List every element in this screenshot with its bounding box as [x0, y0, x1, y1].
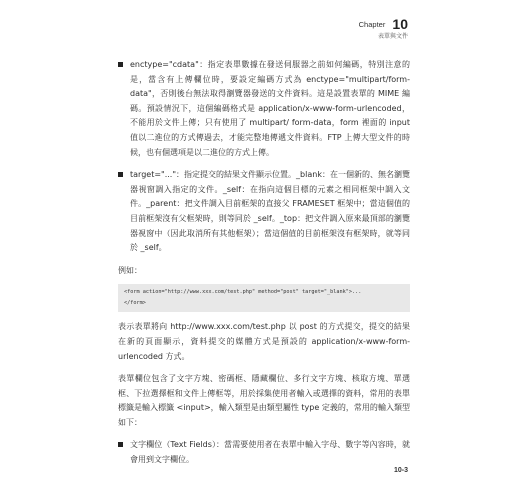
bullet-enctype: [118, 58, 410, 160]
page-body: [118, 58, 410, 476]
page-number: 10-3: [393, 467, 408, 474]
bullet-text: target="..."：指定提交的結果文件顯示位置。_blank：在一個新的、無名瀏覽器視窗調入指定的文件。_self：在指向這個目標的元素之相同框架中調入文件。_parent：把文件調入目前框架的直接父 FRAMESET 框架中；當這個值的目前框架沒有父框架時，則等同於 _self。_top：把文件調入原來最頂部的瀏覽器視窗中（因此取消所有其他框架）；當這個值的目前框架沒有框架時，就等同於 _self。: [130, 170, 410, 253]
paragraph: 表單欄位包含了文字方塊、密碼框、隱藏欄位、多行文字方塊、核取方塊、單選框、下拉選擇框和文件上傳框等，用於採集使用者輸入或選擇的資料，常用的表單標籤是輸入標籤 <input>，輸入類型是由類型屬性 type 定義的，常用的輸入類型如下：: [118, 374, 410, 427]
paragraph: 表示表單將向 http://www.xxx.com/test.php 以 post 的方式提交，提交的結果在新的頁面顯示，資料提交的媒體方式是預設的 application/x-www-form-urlencoded 方式。: [118, 322, 410, 361]
chapter-number: 10: [392, 16, 408, 32]
chapter-label: Chapter: [358, 20, 386, 29]
bullet-target: [118, 168, 410, 256]
example-label: 例如：: [118, 265, 142, 275]
square-bullet-icon: [118, 172, 123, 177]
chapter-header: [359, 14, 408, 40]
square-bullet-icon: [118, 442, 123, 447]
bullet-text-fields: [118, 438, 410, 467]
code-line: </form>: [124, 300, 146, 307]
square-bullet-icon: [118, 62, 123, 67]
chapter-title: 表單與文件: [377, 33, 408, 40]
code-line: <form action="http://www.xxx.com/test.php" method="post" target="_blank">...: [124, 289, 362, 296]
code-example: [118, 284, 410, 312]
bullet-text: 文字欄位（Text Fields）：當需要使用者在表單中輸入字母、數字等內容時，就會用到文字欄位。: [130, 440, 410, 465]
bullet-text: enctype="cdata"：指定表單數據在發送伺服器之前如何編碼，特別注意的是，當含有上傳欄位時，要設定編碼方式為 enctype="multipart/form-data"，否則後台無法取得瀏覽器發送的文件資料。這是設置表單的 MIME 編碼。預設情況下，這個編碼格式是 application/x-www-form-urlencoded，不能用於文件上傳；只有使用了 multipart/ form-data，form 裡面的 input 值以二進位的方式傳過去，才能完整地傳遞文件資料。FTP 上傳大型文件的時候，也有個選項是以二進位的方式上傳。: [130, 60, 410, 157]
